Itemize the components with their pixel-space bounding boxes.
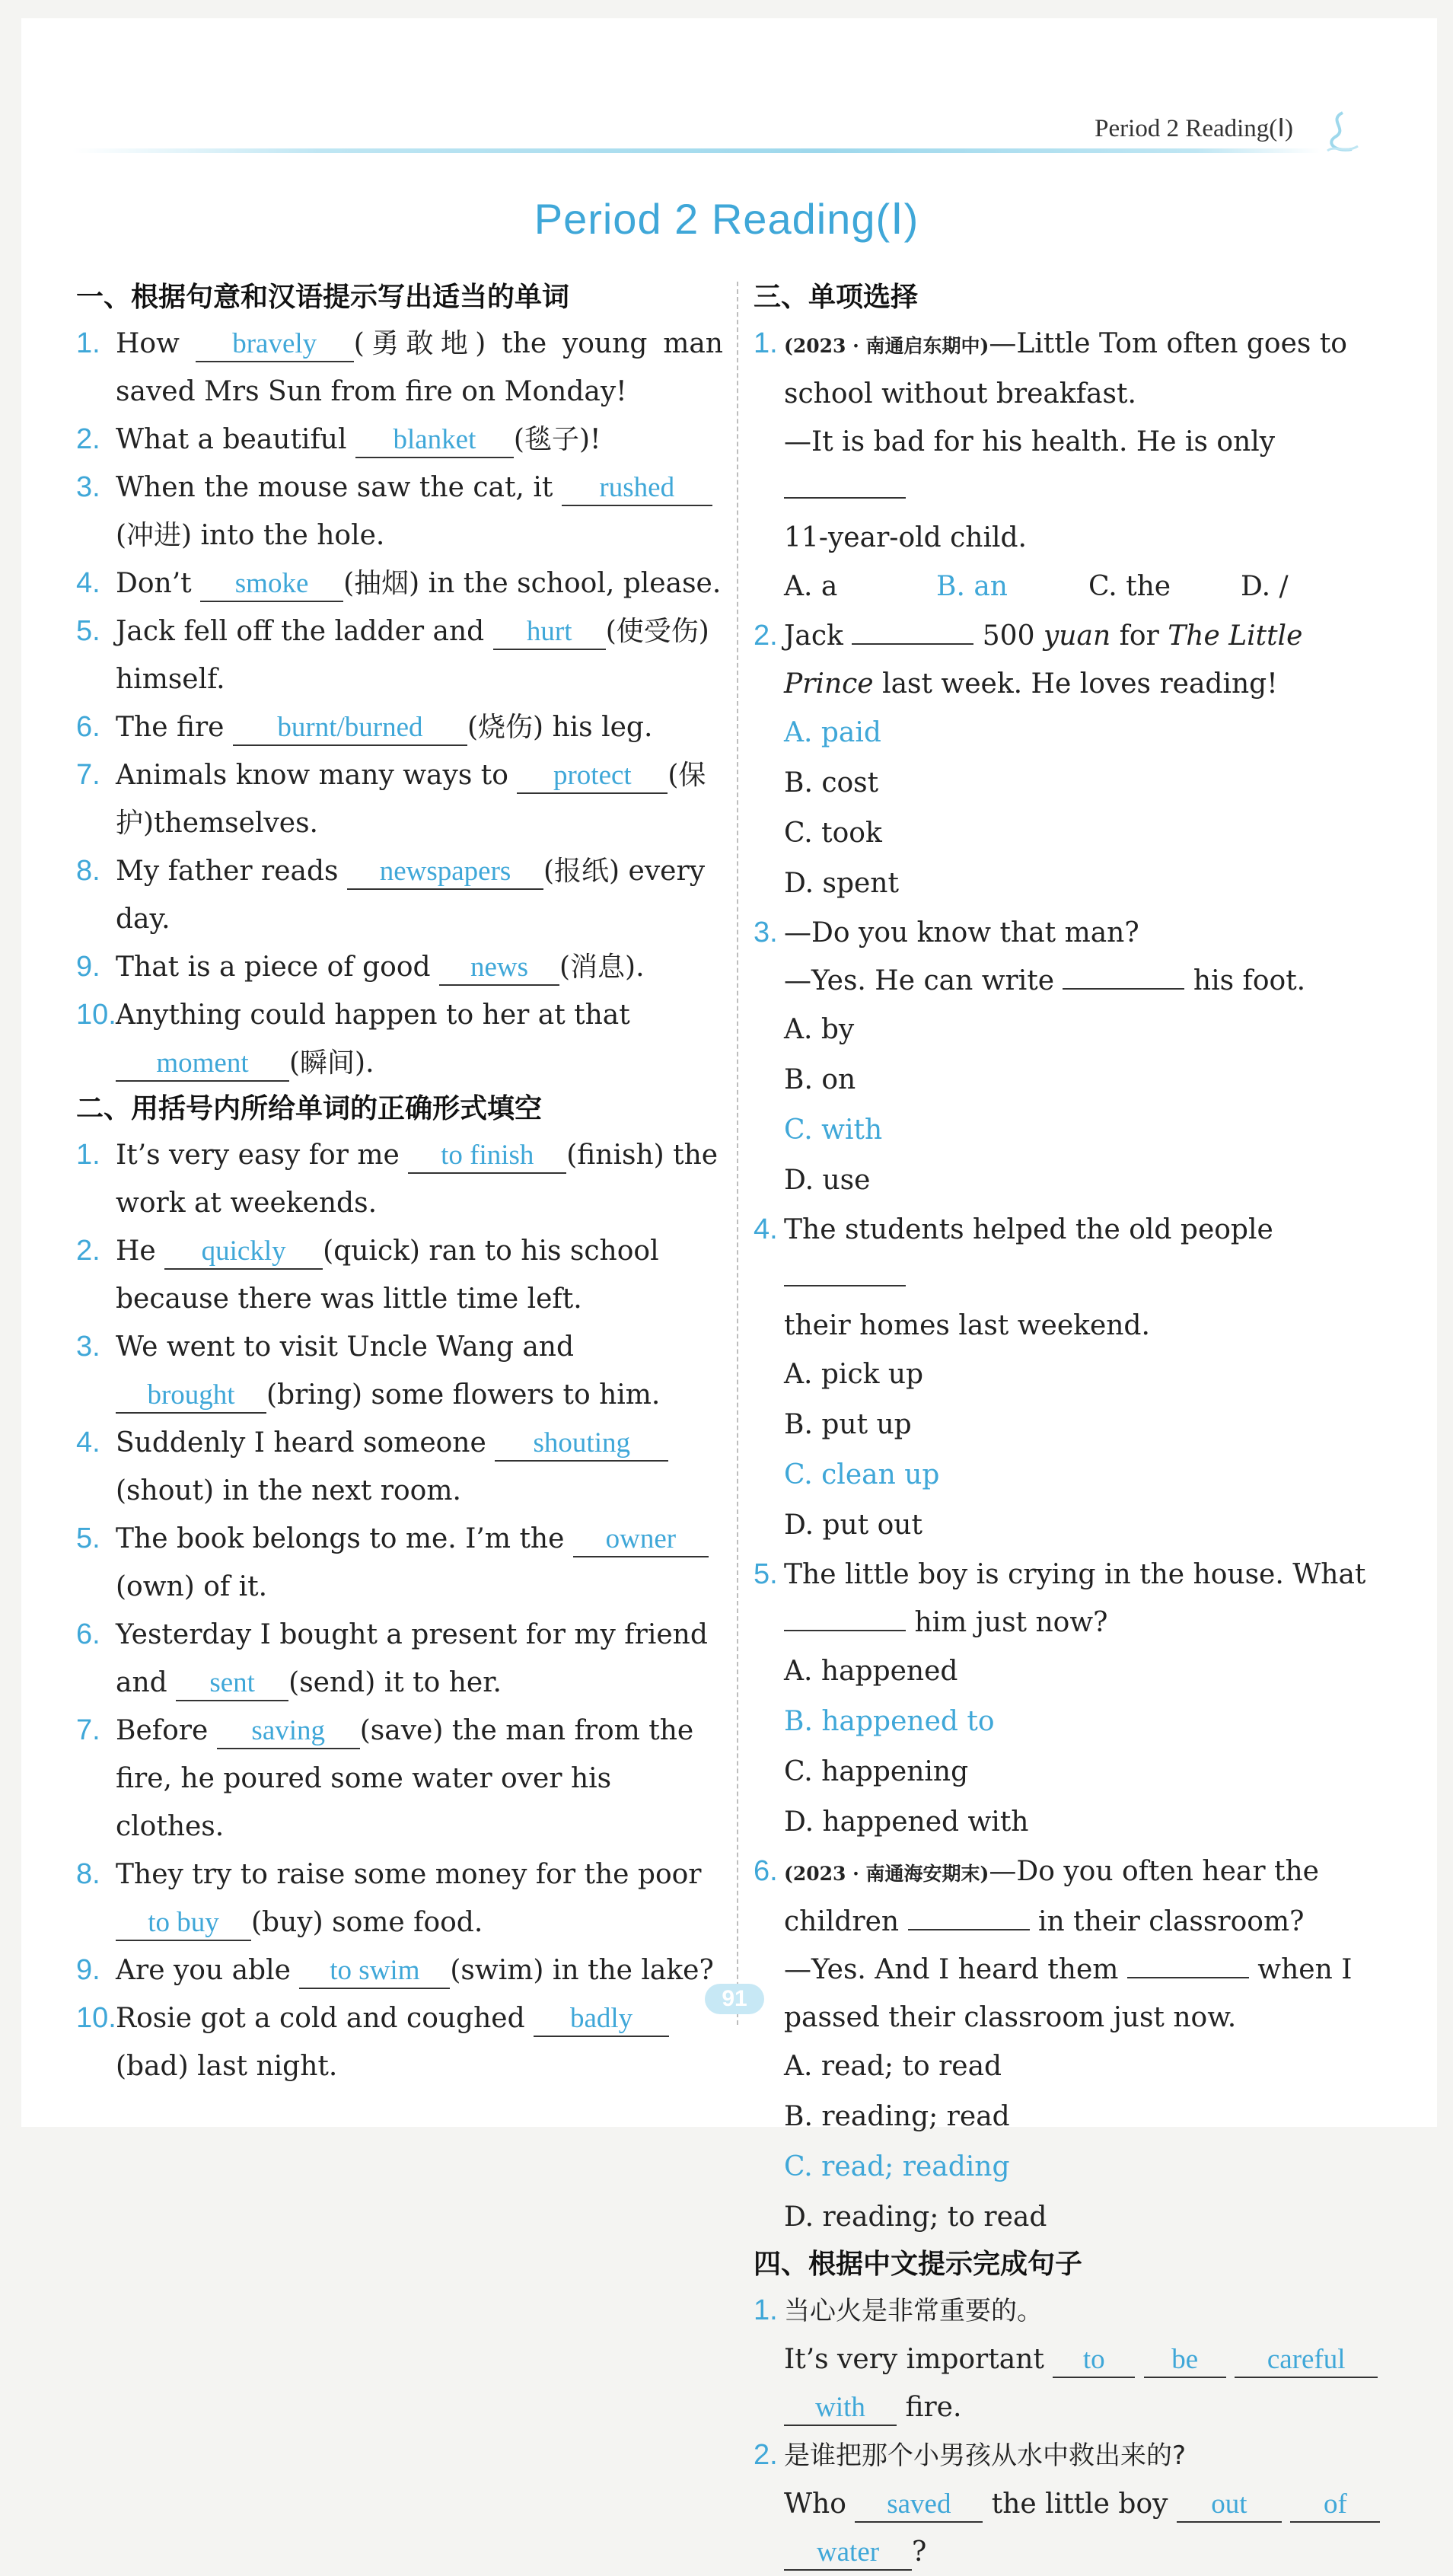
option-c[interactable]: C. happening — [784, 1756, 969, 1787]
s3-question-6: 6. (2023 · 南通海安期末)—Do you often hear the children in their classroom? —Yes. And I heard them when I passed their classroom just now. — [754, 1855, 1353, 2033]
answer-blank[interactable]: smoke — [200, 567, 343, 602]
answer-blank[interactable]: shouting — [495, 1427, 668, 1462]
answer-blank[interactable]: water — [784, 2536, 912, 2571]
option-d[interactable]: D. / — [1241, 571, 1289, 602]
s2-item-1: 1. It’s very easy for me to finish (finish) the work at weekends. — [76, 1139, 719, 1219]
answer-blank[interactable] — [908, 1906, 1030, 1930]
s3-question-5: 5. The little boy is crying in the house. What him just now? — [754, 1558, 1366, 1638]
s3-question-4: 4. The students helped the old people their homes last weekend. — [754, 1213, 1273, 1341]
running-header: Period 2 Reading(Ⅰ) — [1095, 115, 1293, 142]
answer-blank[interactable]: blanket — [355, 423, 514, 458]
option-d[interactable]: D. spent — [784, 868, 899, 899]
option-a[interactable]: A. by — [784, 1014, 855, 1045]
s3-question-2: 2. Jack 500 yuan for The Little Prince last week. He loves reading! — [754, 620, 1303, 700]
option-b[interactable]: B. reading; read — [784, 2101, 1010, 2132]
s2-item-2: 2. He quickly (quick) ran to his school because there was little time left. — [76, 1235, 659, 1315]
answer-blank[interactable]: saving — [217, 1714, 360, 1749]
option-c[interactable]: C. with — [784, 1114, 883, 1146]
answer-blank[interactable]: newspapers — [347, 855, 543, 890]
s2-item-4: 4. Suddenly I heard someone shouting(shout) in the next room. — [76, 1419, 723, 1515]
option-a[interactable]: A. read; to read — [784, 2051, 1002, 2082]
left-column — [76, 276, 723, 2090]
s1-item-5: 5. Jack fell off the ladder and hurt (使受伤) himself. — [76, 615, 709, 695]
s4-question-1: 1. 当心火是非常重要的。 It’s very important to be careful with fire. — [754, 2287, 1397, 2431]
answer-blank[interactable]: careful — [1235, 2343, 1378, 2378]
option-a[interactable]: A. paid — [784, 717, 881, 748]
s1-item-9: 9. That is a piece of good news (消息). — [76, 943, 723, 991]
s3-question-3: 3. —Do you know that man? —Yes. He can write his foot. — [754, 917, 1306, 996]
answer-blank[interactable]: to swim — [299, 1954, 450, 1989]
answer-blank[interactable] — [784, 474, 906, 499]
s1-item-2: 2. What a beautiful blanket (毯子)! — [76, 416, 723, 464]
option-a[interactable]: A. pick up — [784, 1359, 924, 1390]
option-c[interactable]: C. read; reading — [784, 2151, 1010, 2182]
answer-blank[interactable] — [784, 1262, 906, 1286]
answer-blank[interactable]: out — [1177, 2488, 1282, 2523]
right-column — [754, 276, 1397, 2576]
page-title: Period 2 Reading(Ⅰ) — [534, 195, 919, 243]
answer-blank[interactable]: hurt — [493, 615, 606, 650]
answer-blank[interactable]: owner — [573, 1522, 709, 1557]
section-1-title: 一、根据句意和汉语提示写出适当的单词 — [76, 282, 570, 313]
s2-item-6: 6. Yesterday I bought a present for my friend and sent (send) it to her. — [76, 1611, 723, 1707]
answer-blank[interactable]: brought — [116, 1379, 266, 1414]
option-d[interactable]: D. reading; to read — [784, 2201, 1047, 2233]
s1-item-8: 8. My father reads newspapers (报纸) every day. — [76, 855, 706, 935]
answer-blank[interactable] — [1063, 965, 1184, 990]
answer-blank[interactable]: bravely — [196, 327, 354, 362]
wave-decoration-icon — [1312, 107, 1365, 160]
option-b[interactable]: B. cost — [784, 767, 879, 799]
s3-q2-options — [754, 708, 1397, 909]
option-b[interactable]: B. on — [784, 1064, 856, 1095]
s3-question-1: 1. (2023 · 南通启东期中)—Little Tom often goes to school without breakfast. —It is bad for his health. He is only 11-year-old child. — [754, 327, 1347, 553]
section-2-title: 二、用括号内所给单词的正确形式填空 — [76, 1093, 543, 1124]
option-a[interactable]: A. happened — [784, 1656, 958, 1687]
s3-q1-options — [754, 562, 1397, 612]
answer-blank[interactable]: rushed — [562, 471, 712, 506]
s3-q4-options — [754, 1350, 1397, 1551]
option-b[interactable]: B. put up — [784, 1409, 912, 1440]
option-b[interactable]: B. an — [936, 571, 1008, 602]
answer-blank[interactable] — [784, 1607, 906, 1631]
answer-blank[interactable]: to — [1053, 2343, 1135, 2378]
answer-blank[interactable]: sent — [176, 1666, 288, 1701]
answer-blank[interactable]: moment — [116, 1047, 289, 1082]
column-divider — [737, 282, 738, 2025]
s3-q3-options — [754, 1005, 1397, 1206]
option-d[interactable]: D. use — [784, 1165, 871, 1196]
option-a[interactable]: A. a — [784, 571, 838, 602]
section-4-title: 四、根据中文提示完成句子 — [754, 2249, 1083, 2280]
question-source: (2023 · 南通启东期中) — [784, 335, 989, 357]
header-rule — [72, 148, 1321, 153]
answer-blank[interactable]: of — [1290, 2488, 1380, 2523]
answer-blank[interactable] — [1127, 1954, 1249, 1978]
option-c[interactable]: C. took — [784, 818, 882, 849]
s1-item-3: 3. When the mouse saw the cat, it rushed(冲进) into the hole. — [76, 464, 723, 560]
answer-blank[interactable]: protect — [517, 759, 668, 794]
page-number: 91 — [705, 1984, 764, 2014]
s1-item-7: 7. Animals know many ways to protect (保护)themselves. — [76, 759, 706, 839]
s1-item-6: 6. The fire burnt/burned (烧伤) his leg. — [76, 703, 723, 751]
s2-item-3: 3. We went to visit Uncle Wang and brought (bring) some flowers to him. — [76, 1323, 723, 1419]
answer-blank[interactable]: saved — [855, 2488, 983, 2523]
answer-blank[interactable]: quickly — [164, 1235, 323, 1270]
option-d[interactable]: D. happened with — [784, 1806, 1029, 1838]
answer-blank[interactable]: to buy — [116, 1906, 251, 1941]
answer-blank[interactable]: with — [784, 2391, 897, 2426]
option-c[interactable]: C. clean up — [784, 1459, 940, 1490]
answer-blank[interactable]: news — [439, 951, 559, 986]
s3-q5-options — [754, 1647, 1397, 1848]
s1-item-4: 4. Don’t smoke (抽烟) in the school, please. — [76, 560, 723, 607]
s3-q6-options — [754, 2042, 1397, 2243]
answer-blank[interactable]: badly — [534, 2002, 669, 2037]
section-3-title: 三、单项选择 — [754, 282, 919, 313]
option-b[interactable]: B. happened to — [784, 1706, 995, 1737]
s1-item-1: 1. How bravely (勇敢地) the young man saved Mrs Sun from fire on Monday! — [76, 327, 723, 407]
question-source: (2023 · 南通海安期末) — [784, 1863, 989, 1885]
s2-item-7: 7. Before saving (save) the man from the fire, he poured some water over his clothes. — [76, 1714, 694, 1842]
answer-blank[interactable] — [852, 620, 973, 645]
option-c[interactable]: C. the — [1088, 571, 1171, 602]
answer-blank[interactable]: be — [1144, 2343, 1226, 2378]
s1-item-10: 10. Anything could happen to her at that moment (瞬间). — [76, 991, 723, 1087]
s2-item-5: 5. The book belongs to me. I’m the owner(own) of it. — [76, 1515, 723, 1611]
s2-item-10: 10. Rosie got a cold and coughed badly(bad) last night. — [76, 1994, 723, 2090]
s2-item-9: 9. Are you able to swim (swim) in the lake? — [76, 1946, 723, 1994]
option-d[interactable]: D. put out — [784, 1510, 922, 1541]
s4-question-2: 2. 是谁把那个小男孩从水中救出来的? Who saved the little boy out of water ? — [754, 2431, 1397, 2576]
answer-blank[interactable]: burnt/burned — [233, 711, 467, 746]
s2-item-8: 8. They try to raise some money for the poor to buy (buy) some food. — [76, 1851, 723, 1946]
answer-blank[interactable]: to finish — [408, 1139, 566, 1174]
